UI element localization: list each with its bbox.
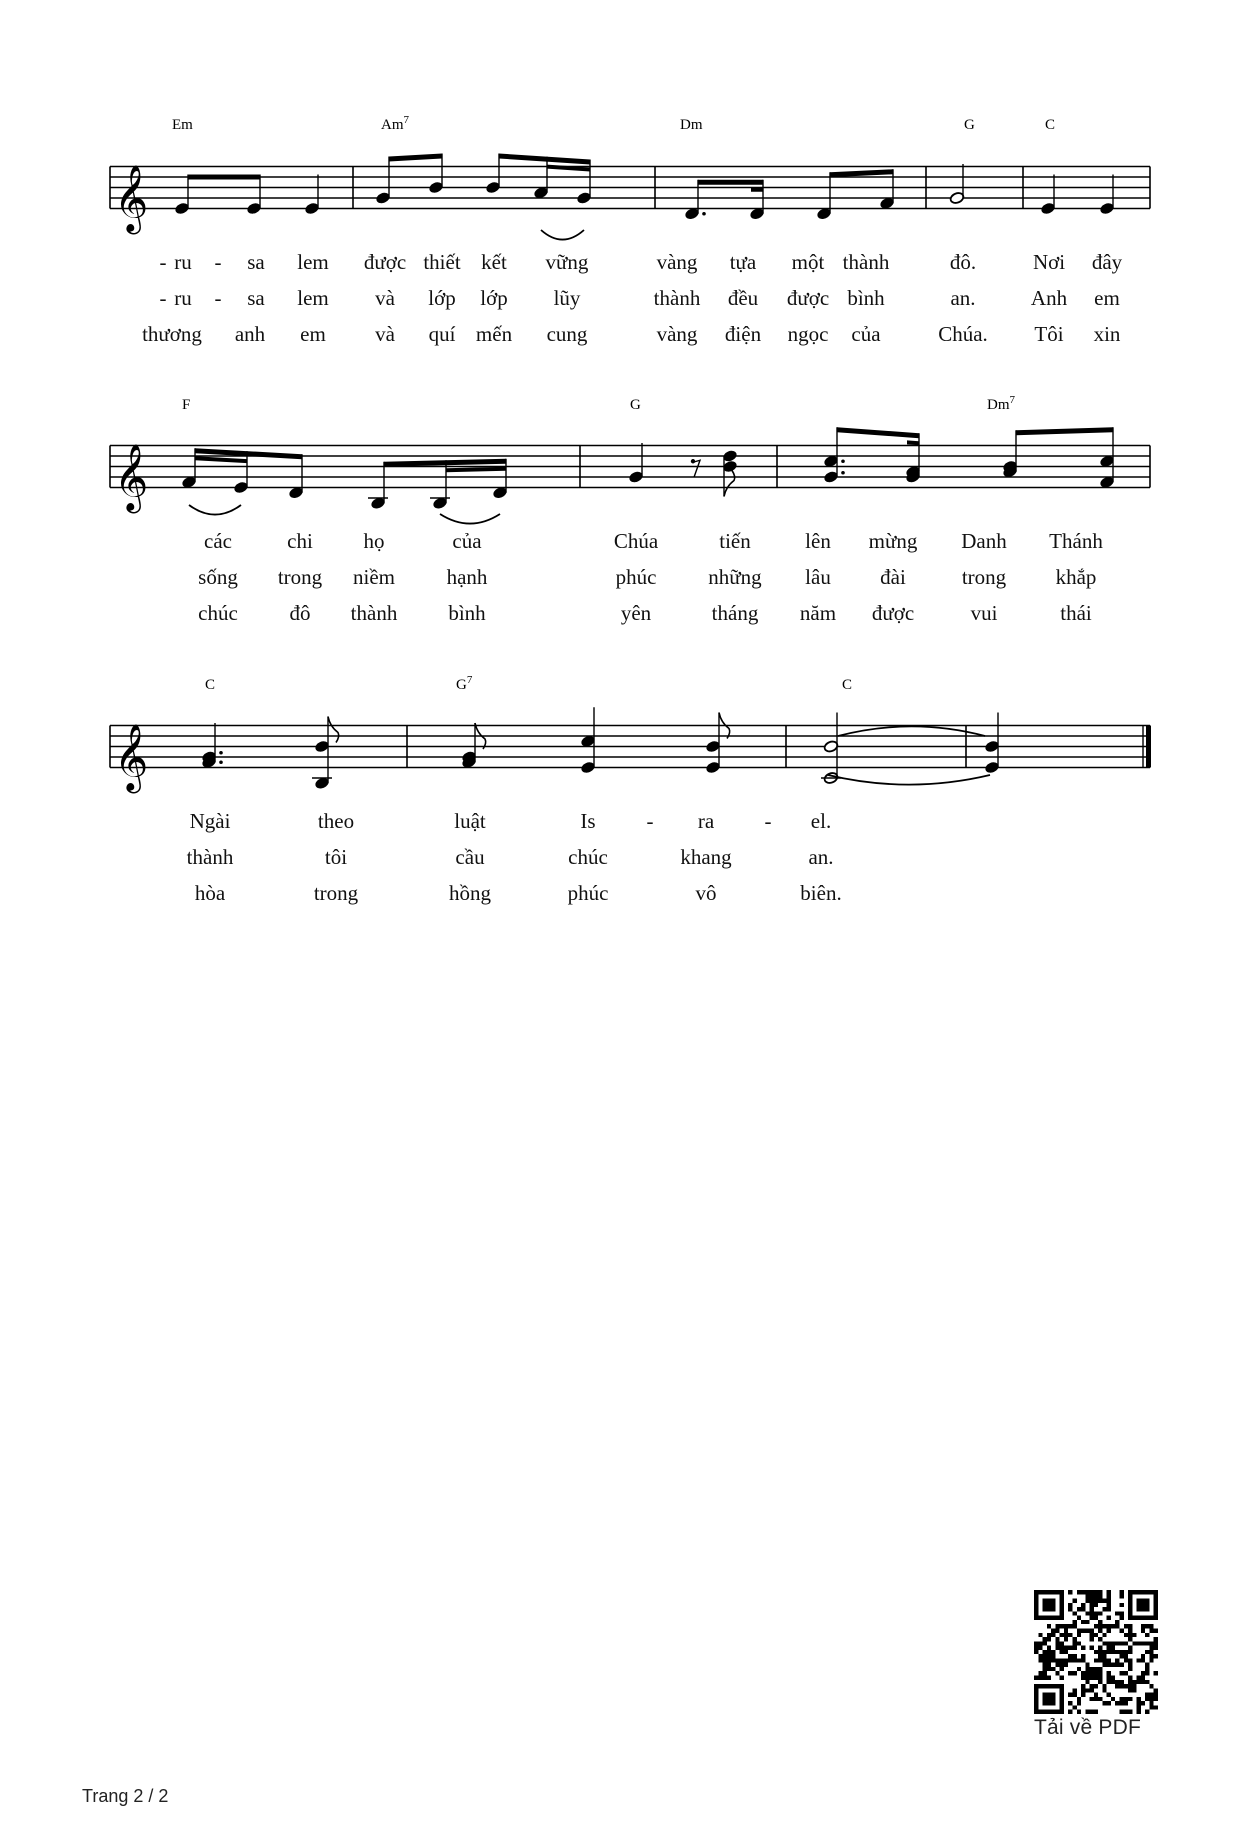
- lyric-syllable: và: [375, 286, 395, 310]
- lyric-verse-1: [190, 809, 832, 833]
- chord-symbol: Dm: [680, 117, 703, 133]
- lyric-syllable: trong: [277, 565, 323, 589]
- lyric-syllable: yên: [620, 601, 652, 625]
- lyric-syllable: -: [214, 286, 222, 310]
- lyric-verse-1: [204, 529, 1103, 553]
- lyric-syllable: -: [214, 250, 222, 274]
- lyric-syllable: Nơi: [1032, 250, 1066, 274]
- lyric-syllable: luật: [454, 809, 486, 833]
- lyric-syllable: một: [791, 250, 825, 274]
- lyric-syllable: sa: [247, 286, 265, 310]
- lyric-syllable: phúc: [615, 565, 657, 589]
- dot: [702, 212, 706, 216]
- dot: [219, 751, 223, 755]
- dot: [219, 760, 223, 764]
- lyric-syllable: vững: [545, 250, 589, 274]
- lyric-syllable: em: [1094, 286, 1120, 310]
- lyric-syllable: lũy: [553, 286, 581, 310]
- lyric-syllable: lem: [297, 250, 329, 274]
- lyric-syllable: tựa: [729, 250, 757, 274]
- lyric-verse-2: [160, 286, 1120, 310]
- lyric-syllable: -: [646, 809, 654, 833]
- beam-secondary: [547, 165, 590, 172]
- lyric-syllable: an.: [950, 286, 976, 310]
- beam: [830, 169, 893, 177]
- lyric-syllable: phúc: [567, 881, 609, 905]
- lyric-syllable: bình: [847, 286, 885, 310]
- lyric-verse-3: [142, 322, 1121, 346]
- lyric-syllable: el.: [810, 809, 832, 833]
- lyric-syllable: mừng: [868, 529, 918, 553]
- lyric-syllable: Anh: [1030, 286, 1068, 310]
- lyric-syllable: được: [786, 286, 830, 310]
- final-barline: [1146, 726, 1151, 768]
- lyric-syllable: mến: [475, 322, 513, 346]
- lyric-syllable: thái: [1060, 601, 1092, 625]
- lyric-syllable: -: [159, 286, 167, 310]
- chord-symbol: C: [1045, 117, 1056, 133]
- lyric-syllable: đều: [727, 286, 759, 310]
- lyric-syllable: quí: [428, 322, 456, 346]
- slur: [838, 726, 985, 736]
- lyric-syllable: kết: [481, 250, 507, 274]
- lyric-syllable: xin: [1093, 322, 1121, 346]
- lyric-syllable: Chúa.: [938, 322, 988, 346]
- lyric-syllable: thành: [842, 250, 890, 274]
- lyric-verse-2: [198, 565, 1096, 589]
- chord-symbol: Dm$^7$: [987, 394, 1015, 413]
- lyric-syllable: niềm: [353, 565, 395, 589]
- lyric-syllable: năm: [799, 601, 837, 625]
- download-pdf-label[interactable]: Tải về PDF: [1034, 1716, 1142, 1739]
- lyric-syllable: Tôi: [1034, 322, 1064, 346]
- chord-symbol: G: [630, 397, 641, 413]
- lyric-syllable: lớp: [428, 286, 456, 310]
- system-1: [110, 114, 1150, 346]
- dot: [841, 471, 845, 475]
- lyric-syllable: lên: [805, 529, 831, 553]
- lyric-syllable: trong: [313, 881, 359, 905]
- beam: [389, 154, 442, 162]
- lyric-syllable: tôi: [324, 845, 348, 869]
- lyric-syllable: tháng: [711, 601, 759, 625]
- lyric-syllable: thiết: [423, 250, 461, 274]
- lyric-syllable: những: [708, 565, 762, 589]
- system-3: [110, 674, 1151, 905]
- lyric-syllable: hạnh: [446, 565, 488, 589]
- lyric-syllable: em: [300, 322, 326, 346]
- lyric-syllable: của: [452, 529, 482, 553]
- lyric-syllable: thành: [350, 601, 398, 625]
- lyric-syllable: khang: [680, 845, 732, 869]
- lyric-syllable: Chúa: [613, 529, 659, 553]
- lyric-verse-3: [198, 601, 1092, 625]
- lyric-syllable: an.: [808, 845, 834, 869]
- lyric-syllable: trong: [961, 565, 1007, 589]
- lyric-syllable: ru: [174, 250, 192, 274]
- lyric-syllable: điện: [724, 322, 762, 346]
- lyric-syllable: đài: [880, 565, 906, 589]
- slur: [541, 230, 584, 240]
- lyric-syllable: đô: [289, 601, 311, 625]
- lyric-syllable: -: [159, 250, 167, 274]
- beam-partial: [907, 440, 919, 445]
- lyric-syllable: được: [363, 250, 407, 274]
- lyric-syllable: biên.: [800, 881, 842, 905]
- lyric-syllable: lâu: [805, 565, 831, 589]
- lyric-syllable: của: [851, 322, 881, 346]
- lyric-syllable: vàng: [656, 250, 698, 274]
- lyric-syllable: Danh: [961, 529, 1007, 553]
- treble-clef-icon: 𝄞: [114, 163, 149, 232]
- chord-symbol: G: [964, 117, 975, 133]
- lyric-syllable: Is: [580, 809, 596, 833]
- lyric-syllable: họ: [363, 529, 385, 553]
- lyric-syllable: hồng: [449, 881, 491, 905]
- lyric-syllable: Ngài: [189, 809, 231, 833]
- lyric-syllable: -: [764, 809, 772, 833]
- treble-clef-icon: 𝄞: [114, 442, 149, 511]
- treble-clef-icon: 𝄞: [114, 722, 149, 791]
- lyric-syllable: thành: [653, 286, 701, 310]
- system-2: [110, 394, 1150, 625]
- lyric-syllable: đây: [1091, 250, 1123, 274]
- beam-secondary: [446, 467, 506, 472]
- lyric-syllable: vàng: [656, 322, 698, 346]
- page-number: Trang 2 / 2: [82, 1786, 169, 1806]
- lyric-syllable: bình: [448, 601, 486, 625]
- lyric-syllable: hòa: [194, 881, 226, 905]
- beam-partial: [751, 188, 763, 192]
- slur: [189, 505, 241, 515]
- lyric-syllable: chúc: [198, 601, 238, 625]
- note-flag: [328, 717, 339, 743]
- note-flag: [724, 471, 735, 497]
- lyric-syllable: tiến: [719, 529, 751, 553]
- chord-symbol: Am$^7$: [381, 114, 409, 133]
- lyric-syllable: đô.: [949, 250, 977, 274]
- lyric-syllable: các: [204, 529, 232, 553]
- lyric-syllable: lớp: [480, 286, 508, 310]
- lyric-syllable: được: [871, 601, 915, 625]
- lyric-syllable: chúc: [568, 845, 608, 869]
- lyric-syllable: thương: [142, 322, 202, 346]
- beam: [499, 154, 590, 165]
- chord-symbol: C: [205, 677, 216, 693]
- lyric-syllable: vui: [970, 601, 998, 625]
- lyric-syllable: và: [375, 322, 395, 346]
- lyric-syllable: ra: [697, 809, 715, 833]
- beam: [698, 180, 763, 185]
- qr-code-icon[interactable]: [1034, 1590, 1158, 1714]
- chord-symbol: F: [182, 397, 191, 413]
- lyric-syllable: vô: [695, 881, 717, 905]
- chord-symbol: $G^7$: [456, 674, 473, 693]
- beam: [837, 427, 919, 438]
- lyric-syllable: chi: [287, 529, 313, 553]
- lyric-syllable: sống: [198, 565, 238, 589]
- beam: [1016, 427, 1113, 435]
- beam: [188, 175, 260, 180]
- slur: [828, 775, 990, 785]
- download-pdf-link[interactable]: [1034, 1590, 1162, 1740]
- lyric-syllable: khắp: [1055, 565, 1097, 589]
- lyric-syllable: sa: [247, 250, 265, 274]
- dot: [841, 459, 845, 463]
- lyric-syllable: thành: [186, 845, 234, 869]
- slur: [440, 514, 500, 524]
- chord-symbol: C: [842, 677, 853, 693]
- lyric-syllable: cầu: [455, 845, 485, 869]
- lyric-syllable: ru: [174, 286, 192, 310]
- lyric-syllable: lem: [297, 286, 329, 310]
- lyric-syllable: theo: [317, 809, 355, 833]
- beam-secondary: [195, 456, 247, 463]
- lyric-verse-3: [195, 881, 842, 905]
- lyric-syllable: Thánh: [1049, 529, 1103, 553]
- chord-symbol: Em: [172, 117, 193, 133]
- lyric-verse-1: [160, 250, 1123, 274]
- beam: [384, 459, 506, 467]
- lyric-verse-2: [187, 845, 834, 869]
- lyric-syllable: ngọc: [787, 322, 829, 346]
- lyric-syllable: anh: [234, 322, 266, 346]
- lyric-syllable: cung: [546, 322, 588, 346]
